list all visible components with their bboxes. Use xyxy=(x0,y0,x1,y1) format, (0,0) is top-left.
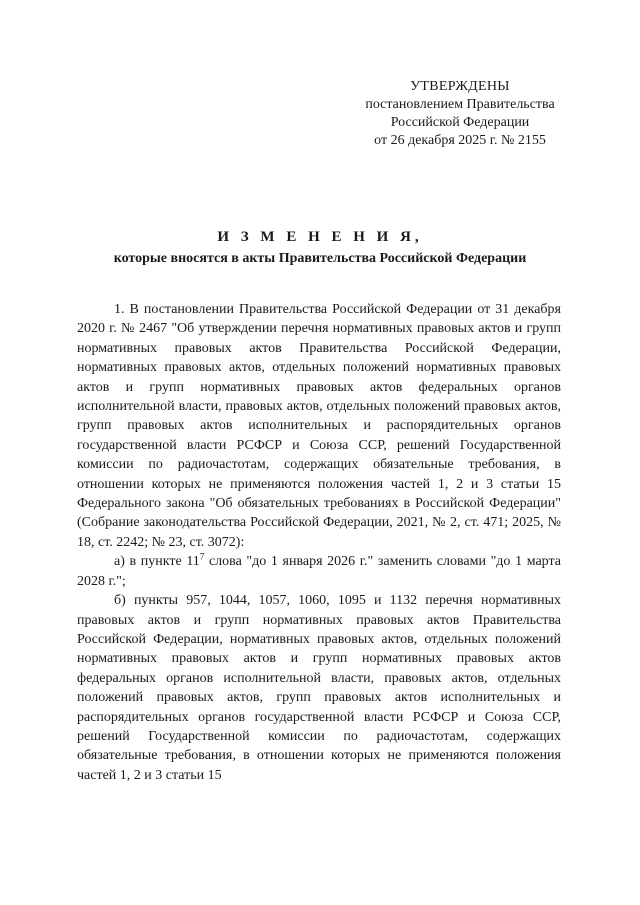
approval-block xyxy=(340,78,580,150)
item-a-superscript: 7 xyxy=(199,551,205,562)
document-title: И З М Е Н Е Н И Я, xyxy=(217,229,423,245)
item-a-text-end: слова "до 1 января 2026 г." заменить словами "до 1 марта 2028 г."; xyxy=(77,554,561,589)
paragraph-1: 1. В постановлении Правительства Российской Федерации от 31 декабря 2020 г. № 2467 "Об утверждении перечня нормативных правовых актов и групп нормативных правовых актов Правительства Российской Федерации, нормативных правовых актов, отдельных положений нормативных правовых актов и групп нормативных правовых актов федеральных органов исполнительной власти, правовых актов, отдельных положений правовых актов, групп правовых актов исполнительных и распорядительных органов государственной власти РСФСР и Союза ССР, решений Государственной комиссии по радиочастотам, содержащих обязательные требования, в отношении которых не применяются положения частей 1, 2 и 3 статьи 15 Федерального закона "Об обязательных требованиях в Российской Федерации" (Собрание законодательства Российской Федерации, 2021, № 2, ст. 471; 2025, № 18, ст. 2242; № 23, ст. 3072): xyxy=(77,302,561,550)
approval-line-decree: постановлением Правительства xyxy=(365,97,555,112)
approval-line-federation: Российской Федерации xyxy=(390,115,530,130)
paragraph-item-b: б) пункты 957, 1044, 1057, 1060, 1095 и 1132 перечня нормативных правовых актов и групп нормативных правовых актов Правительства Российской Федерации, нормативных правовых актов, отдельных положений нормативных правовых актов и групп нормативных правовых актов федеральных органов исполнительной власти, правовых актов, отдельных положений правовых актов, групп правовых актов исполнительных и распорядительных органов государственной власти РСФСР и Союза ССР, решений Государственной комиссии по радиочастотам, содержащих обязательные требования, в отношении которых не применяются положения частей 1, 2 и 3 статьи 15 xyxy=(77,593,561,783)
paragraph-item-a xyxy=(77,552,561,591)
approval-heading: УТВЕРЖДЕНЫ xyxy=(410,79,510,94)
document-subtitle: которые вносятся в акты Правительства Российской Федерации xyxy=(113,251,527,266)
approval-line-date-number: от 26 декабря 2025 г. № 2155 xyxy=(374,133,546,148)
document-body xyxy=(77,300,561,785)
item-a-text-start: а) в пункте 11 xyxy=(114,554,200,570)
